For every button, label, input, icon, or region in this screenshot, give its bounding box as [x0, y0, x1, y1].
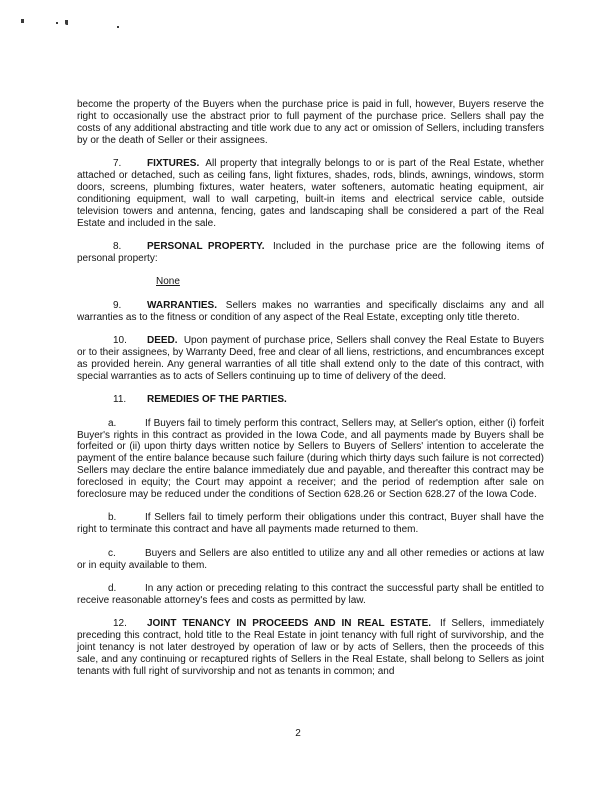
section-heading: REMEDIES OF THE PARTIES.: [147, 394, 287, 406]
section-number: 8.: [113, 241, 122, 253]
personal-property-none-entry: [156, 276, 544, 288]
page-number: 2: [295, 728, 301, 739]
section-12-joint-tenancy: [77, 618, 544, 678]
subsection-11d: [77, 583, 544, 607]
scan-speck: [65, 20, 68, 25]
section-7-fixtures: [77, 158, 544, 229]
subsection-letter: c.: [108, 547, 116, 559]
section-text: If Sellers, immediately preceding this contract, hold title to the Real Estate in joint tenancy with full right of survivorship, and the joint tenancy is not later destroyed by operation of law or by acts of Sellers, then the proceeds of this sale, and any continuing or recaptured rights of Sellers in the Real Estate, shall belong to Sellers as joint tenants with full right of survivorship and not as tenants in common; and: [77, 618, 545, 678]
section-heading: JOINT TENANCY IN PROCEEDS AND IN REAL ESTATE.: [147, 618, 432, 630]
section-text: All property that integrally belongs to or is part of the Real Estate, whether attached or detached, such as ceiling fans, light fixtures, shades, rods, blinds, awnings, windows, storm doors, screens, plumbing fixtures, water heaters, water softeners, automatic heating equipment, air conditioning equipment, wall to wall carpeting, built-in items and electrical service cable, outside television towers and antenna, fencing, gates and landscaping shall be considered a part of the Real Estate and included in the sale.: [77, 158, 544, 229]
subsection-11a: [77, 418, 544, 501]
subsection-text: If Buyers fail to timely perform this contract, Sellers may, at Seller's option, either (i) forfeit Buyer's rights in this contract as provided in the Iowa Code, and all payments made by Buyers shall be forfeited or (ii) upon thirty days written notice by Sellers to Buyers of Sellers' intention to accelerate the payment of the entire balance because such failure (during which thirty days such failure is not corrected) Sellers may declare the entire balance immediately due and payable, and thereafter this contract may be foreclosed in equity; the Court may appoint a receiver; and the period of redemption after sale on foreclosure may be reduced under the conditions of Section 628.26 or Section 628.27 of the Iowa Code.: [77, 417, 544, 501]
subsection-letter: a.: [108, 417, 117, 429]
section-number: 9.: [113, 299, 122, 311]
section-8-personal-property: [77, 241, 544, 265]
section-heading: PERSONAL PROPERTY.: [147, 241, 265, 253]
none-value: None: [156, 276, 180, 288]
scan-speck: [56, 22, 58, 24]
section-11-remedies-heading: [77, 394, 544, 406]
subsection-letter: d.: [108, 583, 117, 595]
section-heading: DEED.: [147, 335, 178, 347]
section-text: Upon payment of purchase price, Sellers shall convey the Real Estate to Buyers or to their assignees, by Warranty Deed, free and clear of all liens, restrictions, and encumbrances except as provided herein. Any general warranties of all title shall extend only to the date of this contract, with special warranties as to acts of Sellers continuing up to time of delivery of the deed.: [77, 335, 544, 382]
section-number: 12.: [113, 618, 127, 630]
section-number: 7.: [113, 158, 122, 170]
section-number: 11.: [113, 394, 127, 406]
paragraph-abstract-continuation: become the property of the Buyers when the purchase price is paid in full, however, Buyers reserve the right to occasionally use the abstract prior to full payment of the purchase price. Sellers shall pay the costs of any additional abstracting and title work due to any act or omission of Sellers, including transfers by or the death of Seller or their assignees.: [77, 99, 544, 146]
subsection-text: In any action or preceding relating to this contract the successful party shall be entitled to receive reasonable attorney's fees and costs as permitted by law.: [77, 583, 544, 606]
section-text: Sellers makes no warranties and specifically disclaims any and all warranties as to the fitness or condition of any aspect of the Real Estate, excepting only title thereto.: [77, 299, 544, 323]
section-heading: WARRANTIES.: [147, 299, 217, 311]
section-number: 10.: [113, 335, 127, 347]
subsection-letter: b.: [108, 512, 117, 524]
section-10-deed: [77, 335, 544, 383]
section-text: Included in the purchase price are the following items of personal property:: [77, 241, 544, 264]
contract-text-block: [77, 99, 544, 689]
subsection-11c: [77, 548, 544, 572]
subsection-11b: [77, 512, 544, 536]
subsection-text: Buyers and Sellers are also entitled to utilize any and all other remedies or actions at law or in equity available to them.: [77, 547, 544, 571]
scan-speck: [117, 26, 119, 28]
scan-speck: [21, 19, 24, 23]
section-heading: FIXTURES.: [147, 158, 200, 170]
subsection-text: If Sellers fail to timely perform their obligations under this contract, Buyer shall have the right to terminate this contract and have all payments made returned to them.: [77, 512, 544, 536]
section-9-warranties: [77, 300, 544, 324]
